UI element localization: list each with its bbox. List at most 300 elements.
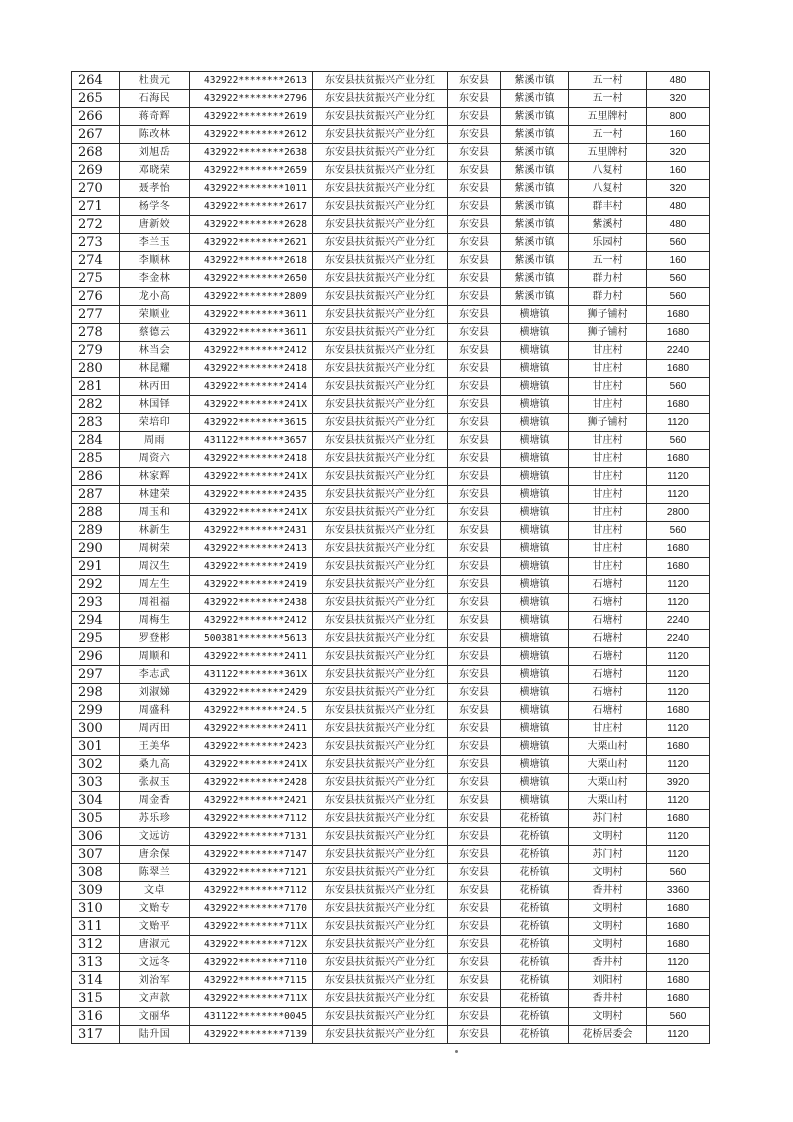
county-name-cell: 东安县 (448, 198, 501, 216)
county-name-cell: 东安县 (448, 450, 501, 468)
id-number-cell: 432922********2412 (190, 612, 313, 630)
project-name-cell: 东安县扶贫振兴产业分红 (313, 738, 448, 756)
county-name-cell: 东安县 (448, 648, 501, 666)
person-name-cell: 林新生 (120, 522, 190, 540)
project-name-cell: 东安县扶贫振兴产业分红 (313, 972, 448, 990)
town-name-cell: 花桥镇 (501, 954, 569, 972)
person-name-cell: 周汉生 (120, 558, 190, 576)
table-row (72, 666, 710, 684)
county-name-cell: 东安县 (448, 954, 501, 972)
county-name-cell: 东安县 (448, 486, 501, 504)
person-name-cell: 周盛科 (120, 702, 190, 720)
table-row (72, 684, 710, 702)
amount-cell: 2240 (647, 342, 710, 360)
table-body (72, 72, 710, 1044)
project-name-cell: 东安县扶贫振兴产业分红 (313, 936, 448, 954)
row-number-cell: 272 (72, 216, 120, 234)
village-name-cell: 甘庄村 (569, 540, 647, 558)
amount-cell: 1120 (647, 576, 710, 594)
county-name-cell: 东安县 (448, 378, 501, 396)
table-row (72, 612, 710, 630)
table-row (72, 630, 710, 648)
table-row (72, 90, 710, 108)
table-row (72, 810, 710, 828)
town-name-cell: 紫溪市镇 (501, 72, 569, 90)
row-number-cell: 274 (72, 252, 120, 270)
id-number-cell: 432922********7121 (190, 864, 313, 882)
county-name-cell: 东安县 (448, 918, 501, 936)
row-number-cell: 266 (72, 108, 120, 126)
village-name-cell: 甘庄村 (569, 468, 647, 486)
county-name-cell: 东安县 (448, 720, 501, 738)
person-name-cell: 周梅生 (120, 612, 190, 630)
project-name-cell: 东安县扶贫振兴产业分红 (313, 504, 448, 522)
county-name-cell: 东安县 (448, 1008, 501, 1026)
row-number-cell: 314 (72, 972, 120, 990)
town-name-cell: 紫溪市镇 (501, 216, 569, 234)
project-name-cell: 东安县扶贫振兴产业分红 (313, 900, 448, 918)
county-name-cell: 东安县 (448, 792, 501, 810)
person-name-cell: 周左生 (120, 576, 190, 594)
amount-cell: 160 (647, 162, 710, 180)
village-name-cell: 香井村 (569, 954, 647, 972)
person-name-cell: 唐新姣 (120, 216, 190, 234)
row-number-cell: 268 (72, 144, 120, 162)
id-number-cell: 432922********7139 (190, 1026, 313, 1044)
table-row (72, 1008, 710, 1026)
county-name-cell: 东安县 (448, 1026, 501, 1044)
village-name-cell: 大栗山村 (569, 756, 647, 774)
person-name-cell: 林当会 (120, 342, 190, 360)
person-name-cell: 文丽华 (120, 1008, 190, 1026)
amount-cell: 2240 (647, 612, 710, 630)
village-name-cell: 五一村 (569, 252, 647, 270)
table-row (72, 270, 710, 288)
town-name-cell: 紫溪市镇 (501, 126, 569, 144)
amount-cell: 2240 (647, 630, 710, 648)
village-name-cell: 五里牌村 (569, 144, 647, 162)
amount-cell: 320 (647, 90, 710, 108)
person-name-cell: 林昆耀 (120, 360, 190, 378)
amount-cell: 1120 (647, 594, 710, 612)
table-row (72, 486, 710, 504)
person-name-cell: 石海民 (120, 90, 190, 108)
town-name-cell: 横塘镇 (501, 576, 569, 594)
project-name-cell: 东安县扶贫振兴产业分红 (313, 72, 448, 90)
county-name-cell: 东安县 (448, 108, 501, 126)
id-number-cell: 432922********2421 (190, 792, 313, 810)
project-name-cell: 东安县扶贫振兴产业分红 (313, 684, 448, 702)
county-name-cell: 东安县 (448, 468, 501, 486)
person-name-cell: 蒋奇辉 (120, 108, 190, 126)
person-name-cell: 周祖福 (120, 594, 190, 612)
project-name-cell: 东安县扶贫振兴产业分红 (313, 396, 448, 414)
id-number-cell: 432922********7147 (190, 846, 313, 864)
county-name-cell: 东安县 (448, 846, 501, 864)
town-name-cell: 花桥镇 (501, 918, 569, 936)
county-name-cell: 东安县 (448, 684, 501, 702)
person-name-cell: 杨学冬 (120, 198, 190, 216)
amount-cell: 560 (647, 234, 710, 252)
person-name-cell: 罗登彬 (120, 630, 190, 648)
project-name-cell: 东安县扶贫振兴产业分红 (313, 342, 448, 360)
table-row (72, 558, 710, 576)
person-name-cell: 李顺林 (120, 252, 190, 270)
county-name-cell: 东安县 (448, 990, 501, 1008)
dividend-table (71, 71, 710, 1044)
village-name-cell: 刘阳村 (569, 972, 647, 990)
person-name-cell: 唐淑元 (120, 936, 190, 954)
project-name-cell: 东安县扶贫振兴产业分红 (313, 882, 448, 900)
village-name-cell: 八复村 (569, 162, 647, 180)
id-number-cell: 432922********7131 (190, 828, 313, 846)
table-row (72, 252, 710, 270)
amount-cell: 560 (647, 270, 710, 288)
table-row (72, 540, 710, 558)
table-row (72, 144, 710, 162)
amount-cell: 560 (647, 288, 710, 306)
row-number-cell: 265 (72, 90, 120, 108)
id-number-cell: 432922********2438 (190, 594, 313, 612)
project-name-cell: 东安县扶贫振兴产业分红 (313, 558, 448, 576)
person-name-cell: 聂孝怡 (120, 180, 190, 198)
amount-cell: 160 (647, 252, 710, 270)
table-row (72, 936, 710, 954)
project-name-cell: 东安县扶贫振兴产业分红 (313, 108, 448, 126)
county-name-cell: 东安县 (448, 342, 501, 360)
row-number-cell: 264 (72, 72, 120, 90)
person-name-cell: 周树荣 (120, 540, 190, 558)
table-row (72, 288, 710, 306)
person-name-cell: 杜贵元 (120, 72, 190, 90)
table-row (72, 918, 710, 936)
amount-cell: 1120 (647, 486, 710, 504)
town-name-cell: 横塘镇 (501, 594, 569, 612)
row-number-cell: 312 (72, 936, 120, 954)
person-name-cell: 文声款 (120, 990, 190, 1008)
id-number-cell: 432922********7110 (190, 954, 313, 972)
table-row (72, 180, 710, 198)
amount-cell: 1120 (647, 468, 710, 486)
id-number-cell: 500381********5613 (190, 630, 313, 648)
town-name-cell: 横塘镇 (501, 738, 569, 756)
id-number-cell: 432922********3611 (190, 306, 313, 324)
id-number-cell: 432922********2618 (190, 252, 313, 270)
table-row (72, 774, 710, 792)
village-name-cell: 文明村 (569, 864, 647, 882)
row-number-cell: 284 (72, 432, 120, 450)
project-name-cell: 东安县扶贫振兴产业分红 (313, 90, 448, 108)
amount-cell: 1680 (647, 936, 710, 954)
id-number-cell: 432922********712X (190, 936, 313, 954)
person-name-cell: 桑九高 (120, 756, 190, 774)
person-name-cell: 文远冬 (120, 954, 190, 972)
person-name-cell: 周玉和 (120, 504, 190, 522)
village-name-cell: 五一村 (569, 126, 647, 144)
id-number-cell: 432922********2419 (190, 576, 313, 594)
village-name-cell: 石塘村 (569, 702, 647, 720)
id-number-cell: 432922********2423 (190, 738, 313, 756)
project-name-cell: 东安县扶贫振兴产业分红 (313, 252, 448, 270)
village-name-cell: 甘庄村 (569, 432, 647, 450)
village-name-cell: 大栗山村 (569, 774, 647, 792)
project-name-cell: 东安县扶贫振兴产业分红 (313, 234, 448, 252)
village-name-cell: 石塘村 (569, 612, 647, 630)
amount-cell: 1120 (647, 684, 710, 702)
table-row (72, 990, 710, 1008)
row-number-cell: 307 (72, 846, 120, 864)
row-number-cell: 305 (72, 810, 120, 828)
row-number-cell: 315 (72, 990, 120, 1008)
town-name-cell: 横塘镇 (501, 702, 569, 720)
id-number-cell: 432922********2619 (190, 108, 313, 126)
county-name-cell: 东安县 (448, 630, 501, 648)
project-name-cell: 东安县扶贫振兴产业分红 (313, 270, 448, 288)
table-row (72, 792, 710, 810)
project-name-cell: 东安县扶贫振兴产业分红 (313, 630, 448, 648)
town-name-cell: 横塘镇 (501, 540, 569, 558)
town-name-cell: 紫溪市镇 (501, 180, 569, 198)
county-name-cell: 东安县 (448, 540, 501, 558)
amount-cell: 1680 (647, 900, 710, 918)
row-number-cell: 286 (72, 468, 120, 486)
row-number-cell: 270 (72, 180, 120, 198)
person-name-cell: 陈改林 (120, 126, 190, 144)
village-name-cell: 五一村 (569, 72, 647, 90)
town-name-cell: 横塘镇 (501, 630, 569, 648)
town-name-cell: 横塘镇 (501, 612, 569, 630)
town-name-cell: 花桥镇 (501, 864, 569, 882)
village-name-cell: 文明村 (569, 828, 647, 846)
id-number-cell: 432922********2435 (190, 486, 313, 504)
county-name-cell: 东安县 (448, 864, 501, 882)
amount-cell: 160 (647, 126, 710, 144)
id-number-cell: 432922********2411 (190, 648, 313, 666)
village-name-cell: 香井村 (569, 990, 647, 1008)
row-number-cell: 283 (72, 414, 120, 432)
row-number-cell: 275 (72, 270, 120, 288)
town-name-cell: 横塘镇 (501, 792, 569, 810)
row-number-cell: 291 (72, 558, 120, 576)
county-name-cell: 东安县 (448, 414, 501, 432)
amount-cell: 1680 (647, 324, 710, 342)
id-number-cell: 432922********2650 (190, 270, 313, 288)
village-name-cell: 甘庄村 (569, 396, 647, 414)
row-number-cell: 300 (72, 720, 120, 738)
row-number-cell: 302 (72, 756, 120, 774)
project-name-cell: 东安县扶贫振兴产业分红 (313, 666, 448, 684)
person-name-cell: 文贻专 (120, 900, 190, 918)
county-name-cell: 东安县 (448, 504, 501, 522)
table-row (72, 360, 710, 378)
county-name-cell: 东安县 (448, 882, 501, 900)
town-name-cell: 花桥镇 (501, 900, 569, 918)
amount-cell: 560 (647, 1008, 710, 1026)
project-name-cell: 东安县扶贫振兴产业分红 (313, 486, 448, 504)
project-name-cell: 东安县扶贫振兴产业分红 (313, 162, 448, 180)
table-row (72, 198, 710, 216)
table-row (72, 396, 710, 414)
id-number-cell: 432922********2617 (190, 198, 313, 216)
project-name-cell: 东安县扶贫振兴产业分红 (313, 864, 448, 882)
id-number-cell: 432922********2428 (190, 774, 313, 792)
table-row (72, 864, 710, 882)
county-name-cell: 东安县 (448, 126, 501, 144)
row-number-cell: 277 (72, 306, 120, 324)
person-name-cell: 周金香 (120, 792, 190, 810)
county-name-cell: 东安县 (448, 432, 501, 450)
row-number-cell: 288 (72, 504, 120, 522)
county-name-cell: 东安县 (448, 756, 501, 774)
person-name-cell: 龙小高 (120, 288, 190, 306)
row-number-cell: 313 (72, 954, 120, 972)
town-name-cell: 紫溪市镇 (501, 252, 569, 270)
table-row (72, 504, 710, 522)
amount-cell: 1680 (647, 810, 710, 828)
village-name-cell: 甘庄村 (569, 360, 647, 378)
amount-cell: 1120 (647, 792, 710, 810)
county-name-cell: 东安县 (448, 972, 501, 990)
amount-cell: 560 (647, 522, 710, 540)
town-name-cell: 横塘镇 (501, 774, 569, 792)
person-name-cell: 苏乐珍 (120, 810, 190, 828)
id-number-cell: 432922********24.5 (190, 702, 313, 720)
town-name-cell: 横塘镇 (501, 522, 569, 540)
project-name-cell: 东安县扶贫振兴产业分红 (313, 576, 448, 594)
town-name-cell: 花桥镇 (501, 846, 569, 864)
project-name-cell: 东安县扶贫振兴产业分红 (313, 144, 448, 162)
row-number-cell: 296 (72, 648, 120, 666)
id-number-cell: 432922********2796 (190, 90, 313, 108)
amount-cell: 1120 (647, 414, 710, 432)
county-name-cell: 东安县 (448, 828, 501, 846)
table-row (72, 306, 710, 324)
town-name-cell: 花桥镇 (501, 1026, 569, 1044)
id-number-cell: 432922********2659 (190, 162, 313, 180)
county-name-cell: 东安县 (448, 936, 501, 954)
person-name-cell: 荣顺业 (120, 306, 190, 324)
county-name-cell: 东安县 (448, 162, 501, 180)
village-name-cell: 群力村 (569, 288, 647, 306)
village-name-cell: 乐园村 (569, 234, 647, 252)
row-number-cell: 310 (72, 900, 120, 918)
project-name-cell: 东安县扶贫振兴产业分红 (313, 324, 448, 342)
county-name-cell: 东安县 (448, 252, 501, 270)
village-name-cell: 五里牌村 (569, 108, 647, 126)
person-name-cell: 荣培印 (120, 414, 190, 432)
village-name-cell: 石塘村 (569, 594, 647, 612)
project-name-cell: 东安县扶贫振兴产业分红 (313, 720, 448, 738)
row-number-cell: 281 (72, 378, 120, 396)
table-row (72, 324, 710, 342)
village-name-cell: 甘庄村 (569, 378, 647, 396)
project-name-cell: 东安县扶贫振兴产业分红 (313, 216, 448, 234)
table-row (72, 702, 710, 720)
town-name-cell: 横塘镇 (501, 342, 569, 360)
person-name-cell: 邓晓荣 (120, 162, 190, 180)
county-name-cell: 东安县 (448, 216, 501, 234)
id-number-cell: 431122********3657 (190, 432, 313, 450)
amount-cell: 3360 (647, 882, 710, 900)
town-name-cell: 横塘镇 (501, 720, 569, 738)
row-number-cell: 276 (72, 288, 120, 306)
town-name-cell: 花桥镇 (501, 990, 569, 1008)
village-name-cell: 香井村 (569, 882, 647, 900)
town-name-cell: 紫溪市镇 (501, 108, 569, 126)
amount-cell: 1680 (647, 360, 710, 378)
project-name-cell: 东安县扶贫振兴产业分红 (313, 1026, 448, 1044)
village-name-cell: 甘庄村 (569, 522, 647, 540)
table-row (72, 738, 710, 756)
table-row (72, 576, 710, 594)
id-number-cell: 432922********1011 (190, 180, 313, 198)
row-number-cell: 294 (72, 612, 120, 630)
person-name-cell: 陈翠兰 (120, 864, 190, 882)
row-number-cell: 311 (72, 918, 120, 936)
town-name-cell: 紫溪市镇 (501, 234, 569, 252)
project-name-cell: 东安县扶贫振兴产业分红 (313, 918, 448, 936)
town-name-cell: 紫溪市镇 (501, 90, 569, 108)
table-row (72, 450, 710, 468)
row-number-cell: 278 (72, 324, 120, 342)
row-number-cell: 292 (72, 576, 120, 594)
id-number-cell: 432922********2418 (190, 360, 313, 378)
project-name-cell: 东安县扶贫振兴产业分红 (313, 378, 448, 396)
table-row (72, 72, 710, 90)
county-name-cell: 东安县 (448, 576, 501, 594)
id-number-cell: 431122********361X (190, 666, 313, 684)
project-name-cell: 东安县扶贫振兴产业分红 (313, 288, 448, 306)
county-name-cell: 东安县 (448, 612, 501, 630)
town-name-cell: 花桥镇 (501, 828, 569, 846)
table-row (72, 378, 710, 396)
row-number-cell: 290 (72, 540, 120, 558)
row-number-cell: 308 (72, 864, 120, 882)
id-number-cell: 432922********2411 (190, 720, 313, 738)
row-number-cell: 295 (72, 630, 120, 648)
village-name-cell: 狮子铺村 (569, 414, 647, 432)
town-name-cell: 横塘镇 (501, 504, 569, 522)
id-number-cell: 432922********711X (190, 918, 313, 936)
table-row (72, 432, 710, 450)
table-row (72, 234, 710, 252)
amount-cell: 800 (647, 108, 710, 126)
row-number-cell: 282 (72, 396, 120, 414)
town-name-cell: 横塘镇 (501, 684, 569, 702)
amount-cell: 560 (647, 432, 710, 450)
county-name-cell: 东安县 (448, 72, 501, 90)
table-row (72, 108, 710, 126)
amount-cell: 1120 (647, 828, 710, 846)
id-number-cell: 432922********7115 (190, 972, 313, 990)
table-row (72, 162, 710, 180)
row-number-cell: 293 (72, 594, 120, 612)
village-name-cell: 大栗山村 (569, 792, 647, 810)
town-name-cell: 花桥镇 (501, 882, 569, 900)
row-number-cell: 287 (72, 486, 120, 504)
person-name-cell: 刘旭岳 (120, 144, 190, 162)
table-row (72, 720, 710, 738)
id-number-cell: 432922********2612 (190, 126, 313, 144)
town-name-cell: 横塘镇 (501, 450, 569, 468)
county-name-cell: 东安县 (448, 324, 501, 342)
table-row (72, 882, 710, 900)
project-name-cell: 东安县扶贫振兴产业分红 (313, 414, 448, 432)
id-number-cell: 432922********2809 (190, 288, 313, 306)
amount-cell: 2800 (647, 504, 710, 522)
project-name-cell: 东安县扶贫振兴产业分红 (313, 990, 448, 1008)
town-name-cell: 紫溪市镇 (501, 288, 569, 306)
